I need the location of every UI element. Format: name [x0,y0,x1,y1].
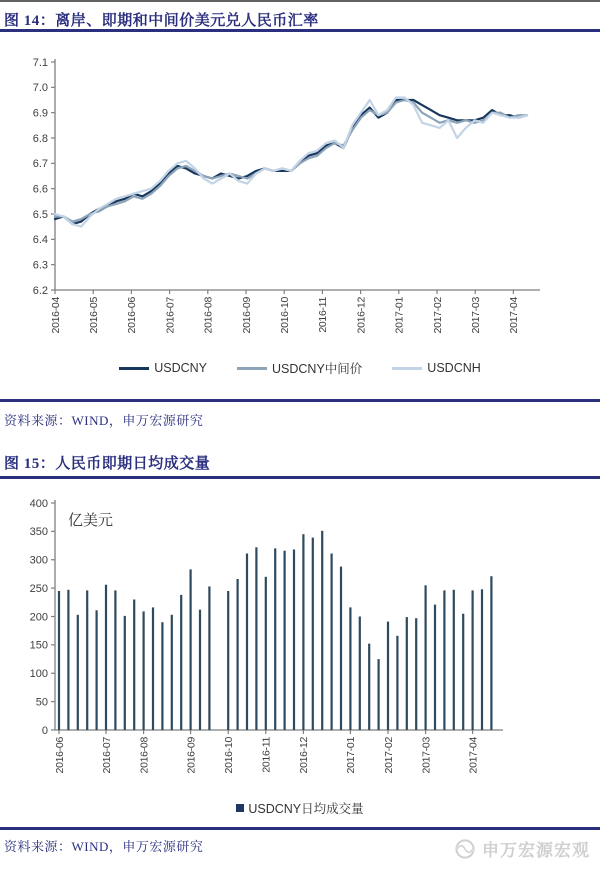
bar [481,589,483,730]
svg-text:2017-01: 2017-01 [393,297,406,334]
bar [284,551,286,730]
legend-swatch-USDCNH [392,367,422,370]
figure15-title-rule [0,476,600,479]
bar [368,644,370,730]
svg-text:2017-01: 2017-01 [345,737,358,774]
bar [86,590,88,730]
bar [387,622,389,730]
svg-text:6.5: 6.5 [32,208,48,221]
bar [453,590,455,730]
series-USDCNH [55,98,527,227]
bar [208,586,210,730]
bar [359,617,361,731]
legend-entry-USDCNY中间价 [237,359,362,377]
bar [434,605,436,730]
bar [58,591,60,730]
brand-watermark [454,836,590,861]
svg-text:2016-12: 2016-12 [298,737,311,774]
svg-text:2017-03: 2017-03 [470,297,482,334]
legend-label-usdcny-volume: USDCNY日均成交量 [248,802,364,816]
svg-text:6.9: 6.9 [32,107,48,120]
svg-text:2017-02: 2017-02 [431,297,444,334]
figure14-title: 图 14：离岸、即期和中间价美元兑人民币汇率 [4,13,319,29]
svg-text:6.2: 6.2 [32,284,48,297]
bar [124,616,126,730]
svg-text:0: 0 [41,724,48,737]
bar [180,595,182,730]
bar [274,548,276,730]
svg-text:6.4: 6.4 [32,234,48,247]
figure15-bottom-rule [0,827,600,830]
svg-text:2016-06: 2016-06 [53,737,66,774]
svg-text:150: 150 [29,639,48,652]
chart15-legend [0,799,600,817]
bar [246,554,248,731]
legend-label: USDCNH [427,361,481,375]
bar [105,585,107,730]
legend-entry-USDCNH [392,361,480,375]
bar [312,538,314,730]
bar [161,622,163,730]
svg-text:200: 200 [29,611,48,624]
figure15-source: 资料来源：WIND，申万宏源研究 [4,839,204,854]
bar [171,615,173,730]
figure14-title-rule [0,29,600,32]
unit-label: 亿美元 [68,512,114,529]
svg-text:2016-08: 2016-08 [202,297,215,334]
legend-label: USDCNY [154,361,207,375]
chart14-axes [33,57,540,334]
watermark-text: 申万宏源宏观 [482,841,590,860]
svg-text:2017-02: 2017-02 [382,737,395,774]
bar [293,550,295,731]
bar [199,610,201,730]
svg-text:7.0: 7.0 [32,82,48,95]
legend-entry-USDCNY [119,361,207,375]
bar [340,567,342,730]
figure14-source: 资料来源：WIND，申万宏源研究 [4,413,204,428]
svg-text:2017-03: 2017-03 [420,737,433,774]
bar [255,547,257,730]
bar [443,590,445,730]
legend-label: USDCNY中间价 [272,362,363,376]
svg-text:250: 250 [29,582,48,595]
swsresearch-logo-icon [454,838,476,860]
bar [114,590,116,730]
svg-text:400: 400 [29,497,48,510]
usdcny-exchange-rate-line-chart [0,38,600,356]
bar [396,636,398,730]
svg-text:2016-09: 2016-09 [185,737,198,774]
svg-text:2017-04: 2017-04 [467,737,480,774]
page-top-rule [0,0,600,2]
svg-text:2016-07: 2016-07 [164,297,177,334]
svg-text:2016-05: 2016-05 [88,297,100,334]
bar [133,600,135,731]
svg-text:50: 50 [35,696,48,709]
bar [490,576,492,730]
bar [302,534,304,730]
bar [406,617,408,730]
svg-text:100: 100 [29,668,48,681]
bar [227,591,229,730]
bar [143,611,145,730]
bar [77,615,79,730]
svg-text:7.1: 7.1 [32,56,48,69]
svg-text:2016-11: 2016-11 [260,737,273,773]
bar [190,569,192,730]
svg-text:6.8: 6.8 [32,132,48,145]
svg-text:2016-12: 2016-12 [355,297,368,334]
svg-text:2016-09: 2016-09 [240,297,253,334]
bar [425,585,427,730]
bar [265,577,267,730]
svg-text:2017-04: 2017-04 [508,297,521,334]
bar [96,610,98,730]
bar [472,590,474,730]
series-USDCNY中间价 [55,100,527,222]
volume-bars [58,531,493,730]
figure15-title: 图 15：人民币即期日均成交量 [4,456,211,472]
svg-text:2016-10: 2016-10 [279,297,291,334]
series-USDCNY [55,100,527,224]
bar [462,614,464,730]
legend-swatch-usdcny-volume [236,804,244,812]
bar [237,579,239,730]
bar [415,618,417,730]
svg-text:6.6: 6.6 [32,183,48,196]
figure14-bottom-rule [0,399,600,402]
bar [349,607,351,730]
legend-swatch-USDCNY中间价 [237,367,267,370]
svg-text:2016-08: 2016-08 [138,737,151,774]
bar [378,659,380,730]
bar [331,554,333,731]
legend-swatch-USDCNY [119,367,149,370]
svg-text:2016-10: 2016-10 [223,737,235,774]
svg-text:2016-07: 2016-07 [100,737,113,774]
svg-text:6.3: 6.3 [32,259,48,272]
daily-volume-bar-chart [0,481,600,799]
bar [67,590,69,730]
bar [321,531,323,730]
bar [152,607,154,730]
svg-text:300: 300 [29,554,48,567]
svg-text:350: 350 [29,526,48,539]
svg-text:6.7: 6.7 [32,158,48,171]
svg-text:2016-04: 2016-04 [49,297,62,334]
svg-text:2016-06: 2016-06 [126,297,139,334]
chart14-legend [0,357,600,379]
svg-text:2016-11: 2016-11 [317,297,330,333]
